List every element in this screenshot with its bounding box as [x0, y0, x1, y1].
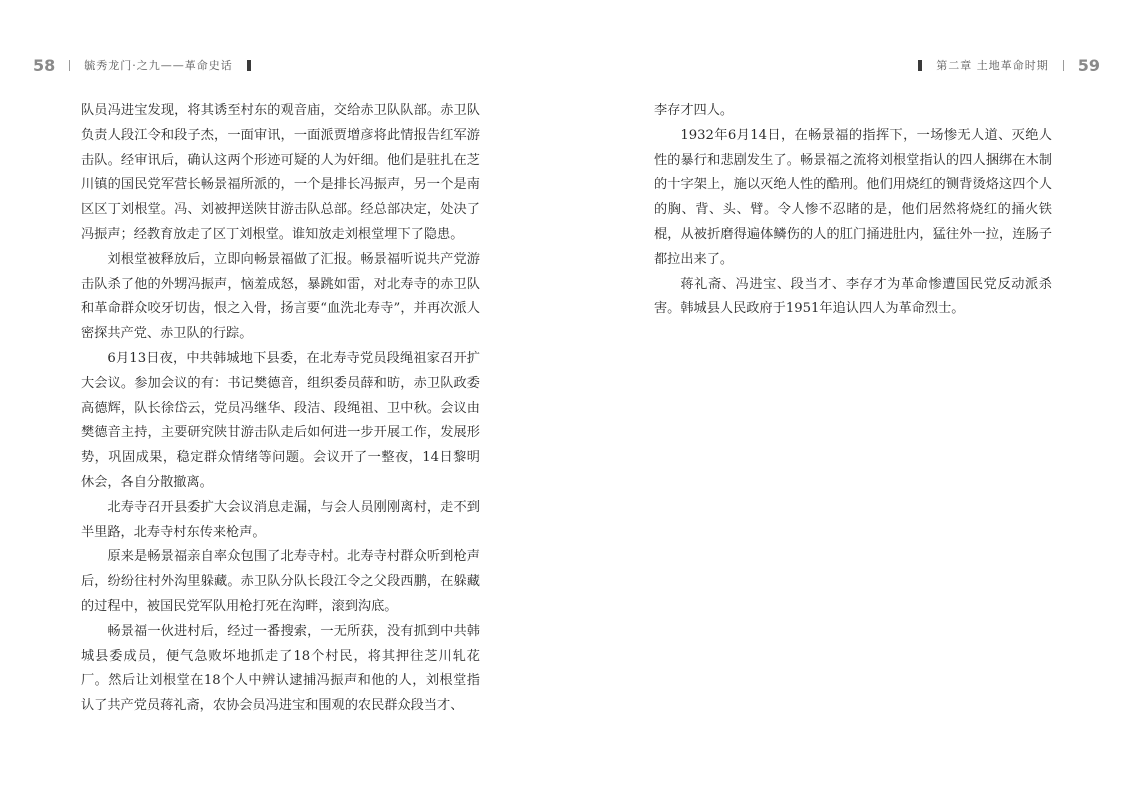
right-page [566, 0, 1133, 799]
header-block-marker [918, 60, 922, 71]
paragraph: 1932年6月14日，在畅景福的指挥下，一场惨无人道、灭绝人性的暴行和悲剧发生了。畅景福之流将刘根堂指认的四人捆绑在木制的十字架上，施以灭绝人性的酷刑。他们用烧红的铡背烫烙这四个人的胸、背、头、臂。令人惨不忍睹的是，他们居然将烧红的捅火铁棍，从被折磨得遍体鳞伤的人的肛门捅进肚内，猛往外一拉，连肠子都拉出来了。 [654, 127, 1052, 267]
left-page [0, 0, 566, 799]
header-block-marker [247, 60, 251, 71]
right-page-body [654, 99, 1052, 322]
right-running-header: 第二章 土地革命时期 [936, 59, 1049, 72]
paragraph: 刘根堂被释放后，立即向畅景福做了汇报。畅景福听说共产党游击队杀了他的外甥冯振声，恼羞成怒，暴跳如雷，对北寿寺的赤卫队和革命群众咬牙切齿，恨之入骨，扬言要“血洗北寿寺”，并再次派人密探共产党、赤卫队的行踪。 [81, 251, 480, 342]
paragraph: 北寿寺召开县委扩大会议消息走漏，与会人员刚刚离村，走不到半里路，北寿寺村东传来枪声。 [81, 499, 480, 540]
paragraph: 队员冯进宝发现，将其诱至村东的观音庙，交给赤卫队队部。赤卫队负责人段江令和段子杰，一面审讯，一面派贾增彦将此情报告红军游击队。经审讯后，确认这两个形迹可疑的人为奸细。他们是驻扎在芝川镇的国民党军营长畅景福所派的，一个是排长冯振声，另一个是南区区丁刘根堂。冯、刘被押送陕甘游击队总部。经总部决定，处决了冯振声；经教育放走了区丁刘根堂。谁知放走刘根堂埋下了隐患。 [81, 103, 480, 242]
paragraph: 蒋礼斋、冯进宝、段当才、李存才为革命惨遭国民党反动派杀害。韩城县人民政府于1951年追认四人为革命烈士。 [654, 276, 1052, 317]
header-separator [1063, 60, 1064, 71]
paragraph: 6月13日夜，中共韩城地下县委，在北寿寺党员段绳祖家召开扩大会议。参加会议的有：书记樊德音，组织委员薛和昉，赤卫队政委高德辉，队长徐岱云，党员冯继华、段洁、段绳祖、卫中秋。会议由樊德音主持，主要研究陕甘游击队走后如何进一步开展工作，发展形势，巩固成果，稳定群众情绪等问题。会议开了一整夜，14日黎明休会，各自分散撤离。 [81, 350, 480, 490]
header-separator [69, 60, 70, 71]
paragraph: 畅景福一伙进村后，经过一番搜索，一无所获，没有抓到中共韩城县委成员，便气急败坏地抓走了18个村民，将其押往芝川轧花厂。然后让刘根堂在18个人中辨认逮捕冯振声和他的人，刘根堂指认了共产党员蒋礼斋，农协会员冯进宝和围观的农民群众段当才、 [81, 623, 480, 714]
left-page-body [81, 99, 480, 719]
left-page-number: 58 [33, 55, 56, 75]
paragraph: 原来是畅景福亲自率众包围了北寿寺村。北寿寺村群众听到枪声后，纷纷往村外沟里躲藏。赤卫队分队长段江令之父段西鹏，在躲藏的过程中，被国民党军队用枪打死在沟畔，滚到沟底。 [81, 549, 480, 614]
right-page-header [918, 54, 1100, 76]
left-running-header: 毓秀龙门·之九——革命史话 [84, 59, 233, 72]
right-page-number: 59 [1077, 55, 1100, 75]
left-page-header [33, 54, 251, 76]
paragraph-continued: 李存才四人。 [654, 103, 734, 118]
